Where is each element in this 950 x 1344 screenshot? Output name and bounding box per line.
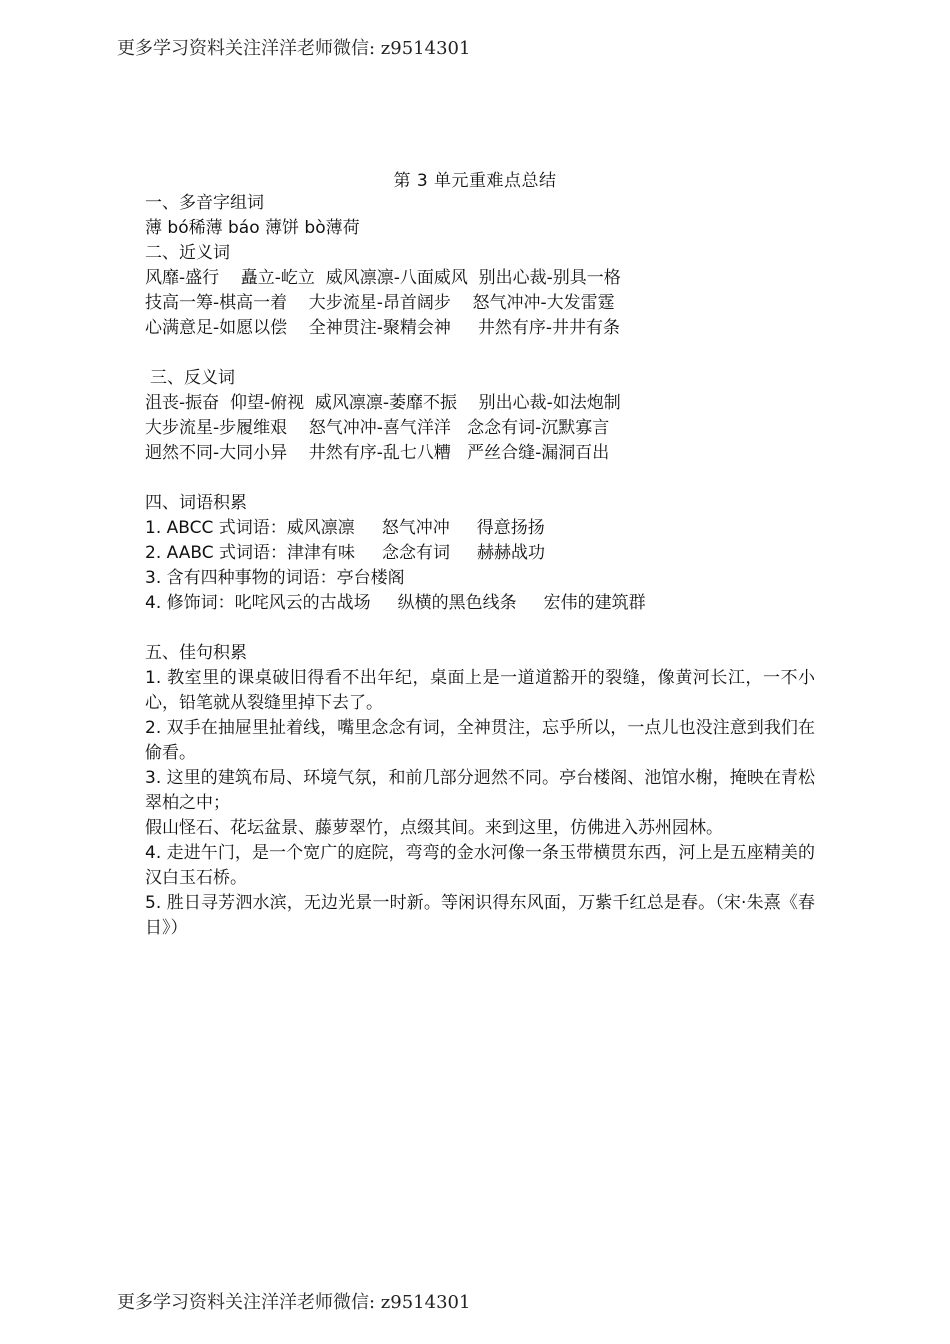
vocabulary-line: 4. 修饰词：叱咤风云的古战场 纵横的黑色线条 宏伟的建筑群 xyxy=(145,593,646,613)
spacer xyxy=(145,616,815,641)
document-title: 第 3 单元重难点总结 xyxy=(393,171,557,191)
section-heading-sentences: 五、佳句积累 xyxy=(145,643,247,663)
synonym-line: 技高一筹-棋高一着 大步流星-昂首阔步 怒气冲冲-大发雷霆 xyxy=(145,293,615,313)
section-heading-polyphonic: 一、多音字组词 xyxy=(145,193,264,213)
section-heading-antonyms: 三、反义词 xyxy=(150,368,235,388)
section-heading-synonyms: 二、近义词 xyxy=(145,243,230,263)
document-body xyxy=(145,191,815,941)
sentence-paragraph: 4. 走进午门，是一个宽广的庭院，弯弯的金水河像一条玉带横贯东西，河上是五座精美的汉白玉石桥。 xyxy=(145,843,815,888)
sentence-paragraph: 假山怪石、花坛盆景、藤萝翠竹，点缀其间。来到这里，仿佛进入苏州园林。 xyxy=(145,818,723,838)
antonym-line: 大步流星-步履维艰 怒气冲冲-喜气洋洋 念念有词-沉默寡言 xyxy=(145,418,610,438)
vocabulary-line: 1. ABCC 式词语：威风凛凛 怒气冲冲 得意扬扬 xyxy=(145,518,545,538)
page-footer: 更多学习资料关注洋洋老师微信: z9514301 xyxy=(117,1292,471,1313)
sentence-paragraph: 2. 双手在抽屉里扯着线，嘴里念念有词，全神贯注，忘乎所以，一点儿也没注意到我们在偷看。 xyxy=(145,718,815,763)
polyphonic-line: 薄 bó稀薄 báo 薄饼 bò薄荷 xyxy=(145,218,360,238)
sentence-paragraph: 1. 教室里的课桌破旧得看不出年纪，桌面上是一道道豁开的裂缝，像黄河长江，一不小心，铅笔就从裂缝里掉下去了。 xyxy=(145,668,815,713)
synonym-line: 风靡-盛行 矗立-屹立 威风凛凛-八面威风 别出心裁-别具一格 xyxy=(145,268,621,288)
sentence-paragraph: 5. 胜日寻芳泗水滨，无边光景一时新。等闲识得东风面，万紫千红总是春。（宋·朱熹《春日》） xyxy=(145,893,815,938)
vocabulary-line: 3. 含有四种事物的词语：亭台楼阁 xyxy=(145,568,405,588)
synonym-line: 心满意足-如愿以偿 全神贯注-聚精会神 井然有序-井井有条 xyxy=(145,318,621,338)
vocabulary-line: 2. AABC 式词语：津津有味 念念有词 赫赫战功 xyxy=(145,543,546,563)
spacer xyxy=(145,341,815,366)
sentence-paragraph: 3. 这里的建筑布局、环境气氛，和前几部分迥然不同。亭台楼阁、池馆水榭，掩映在青松翠柏之中； xyxy=(145,768,815,813)
antonym-line: 沮丧-振奋 仰望-俯视 威风凛凛-萎靡不振 别出心裁-如法炮制 xyxy=(145,393,621,413)
page-header: 更多学习资料关注洋洋老师微信: z9514301 xyxy=(117,38,471,59)
section-heading-vocabulary: 四、词语积累 xyxy=(145,493,247,513)
antonym-line: 迥然不同-大同小异 井然有序-乱七八糟 严丝合缝-漏洞百出 xyxy=(145,443,610,463)
spacer xyxy=(145,466,815,491)
